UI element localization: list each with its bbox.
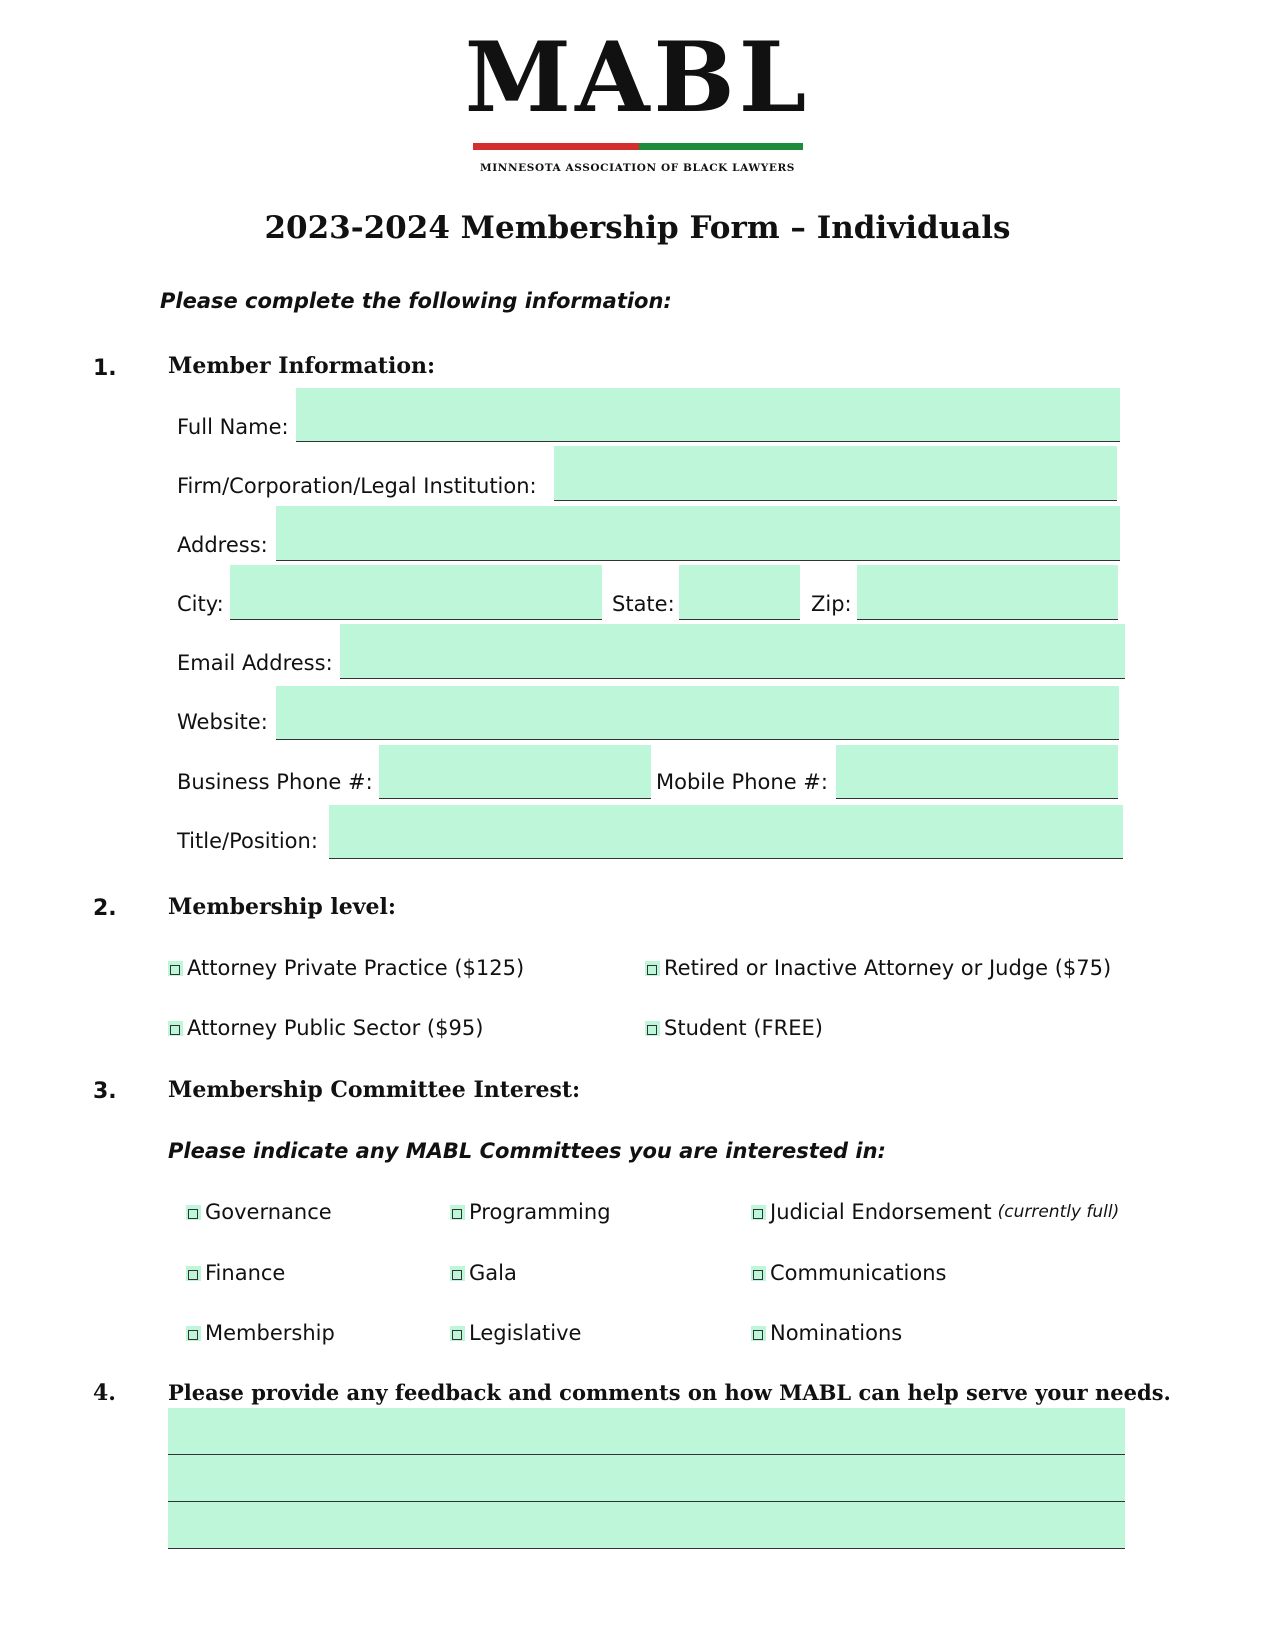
firm-label: Firm/Corporation/Legal Institution: [177, 474, 537, 498]
zip-label: Zip: [811, 592, 852, 616]
committee-option-label: Nominations [770, 1321, 903, 1345]
committee-option-label: Communications [770, 1261, 947, 1285]
city-label: City: [177, 592, 224, 616]
business-phone-label: Business Phone #: [177, 770, 373, 794]
checkbox-icon[interactable] [751, 1205, 766, 1220]
checkbox-icon[interactable] [186, 1205, 201, 1220]
committee-option-gala[interactable] [450, 1261, 517, 1285]
level-option-label: Attorney Private Practice ($125) [187, 956, 525, 980]
committee-option-label: Gala [469, 1261, 517, 1285]
section-4-number: 4. [93, 1380, 116, 1406]
section-1-number: 1. [93, 356, 117, 381]
mobile-phone-label: Mobile Phone #: [656, 770, 828, 794]
firm-field[interactable] [554, 446, 1117, 501]
checkbox-icon[interactable] [751, 1266, 766, 1281]
address-input[interactable] [276, 506, 1120, 560]
committee-option-governance[interactable] [186, 1200, 332, 1224]
section-3-title: Membership Committee Interest: [168, 1077, 581, 1103]
email-label: Email Address: [177, 651, 333, 675]
checkbox-icon[interactable] [186, 1326, 201, 1341]
logo-bar-green [639, 143, 803, 150]
committee-option-label: Governance [205, 1200, 332, 1224]
zip-field[interactable] [857, 565, 1118, 620]
committee-option-label: Legislative [469, 1321, 582, 1345]
checkbox-icon[interactable] [450, 1266, 465, 1281]
business-phone-input[interactable] [379, 745, 651, 798]
full-name-field[interactable] [296, 388, 1120, 442]
section-3-number: 3. [93, 1079, 117, 1104]
page-title: 2023-2024 Membership Form – Individuals [264, 210, 1011, 246]
checkbox-icon[interactable] [450, 1205, 465, 1220]
committee-instruction: Please indicate any MABL Committees you are interested in: [168, 1139, 886, 1163]
section-2-title: Membership level: [168, 894, 396, 920]
state-input[interactable] [679, 565, 800, 619]
checkbox-icon[interactable] [168, 961, 183, 976]
committee-option-label: Membership [205, 1321, 335, 1345]
checkbox-icon[interactable] [645, 1021, 660, 1036]
firm-input[interactable] [554, 446, 1117, 500]
full-name-label: Full Name: [177, 415, 289, 439]
committee-option-programming[interactable] [450, 1200, 611, 1224]
title-position-label: Title/Position: [177, 829, 318, 853]
committee-option-label: Judicial Endorsement [770, 1200, 992, 1224]
state-label: State: [612, 592, 675, 616]
checkbox-icon[interactable] [645, 961, 660, 976]
feedback-input-3[interactable] [168, 1502, 1125, 1548]
level-option-private-practice[interactable] [168, 956, 524, 980]
address-label: Address: [177, 533, 268, 557]
address-field[interactable] [276, 506, 1120, 561]
feedback-line-2[interactable] [168, 1455, 1125, 1502]
committee-option-membership[interactable] [186, 1321, 335, 1345]
city-input[interactable] [230, 565, 602, 619]
mabl-logo: MABL [464, 21, 811, 134]
committee-option-label: Finance [205, 1261, 286, 1285]
level-option-public-sector[interactable] [168, 1016, 483, 1040]
mobile-phone-input[interactable] [836, 745, 1118, 798]
checkbox-icon[interactable] [168, 1021, 183, 1036]
currently-full-note: (currently full) [997, 1202, 1120, 1222]
website-input[interactable] [276, 686, 1119, 739]
feedback-input-1[interactable] [168, 1408, 1125, 1454]
feedback-line-1[interactable] [168, 1408, 1125, 1455]
feedback-input-2[interactable] [168, 1455, 1125, 1501]
title-position-input[interactable] [329, 805, 1123, 858]
committee-option-communications[interactable] [751, 1261, 946, 1285]
logo-tagline: MINNESOTA ASSOCIATION OF BLACK LAWYERS [480, 162, 795, 174]
city-field[interactable] [230, 565, 602, 620]
committee-option-legislative[interactable] [450, 1321, 581, 1345]
checkbox-icon[interactable] [186, 1266, 201, 1281]
zip-input[interactable] [857, 565, 1118, 619]
website-field[interactable] [276, 686, 1119, 740]
checkbox-icon[interactable] [751, 1326, 766, 1341]
committee-option-judicial-endorsement[interactable] [751, 1200, 1119, 1224]
email-field[interactable] [340, 624, 1125, 679]
committee-option-label: Programming [469, 1200, 611, 1224]
feedback-line-3[interactable] [168, 1502, 1125, 1549]
mobile-phone-field[interactable] [836, 745, 1118, 799]
state-field[interactable] [679, 565, 800, 620]
full-name-input[interactable] [296, 388, 1120, 441]
section-1-title: Member Information: [168, 353, 436, 379]
checkbox-icon[interactable] [450, 1326, 465, 1341]
committee-option-finance[interactable] [186, 1261, 285, 1285]
business-phone-field[interactable] [379, 745, 651, 799]
section-2-number: 2. [93, 896, 117, 921]
level-option-label: Student (FREE) [664, 1016, 823, 1040]
level-option-label: Attorney Public Sector ($95) [187, 1016, 484, 1040]
section-4-title: Please provide any feedback and comments on how MABL can help serve your needs. [168, 1380, 1171, 1405]
level-option-retired[interactable] [645, 956, 1111, 980]
email-input[interactable] [340, 624, 1125, 678]
level-option-label: Retired or Inactive Attorney or Judge ($75) [664, 956, 1112, 980]
form-instruction: Please complete the following information: [160, 289, 672, 313]
committee-option-nominations[interactable] [751, 1321, 902, 1345]
logo-bar-red [473, 143, 639, 150]
level-option-student[interactable] [645, 1016, 823, 1040]
title-position-field[interactable] [329, 805, 1123, 859]
website-label: Website: [177, 710, 268, 734]
